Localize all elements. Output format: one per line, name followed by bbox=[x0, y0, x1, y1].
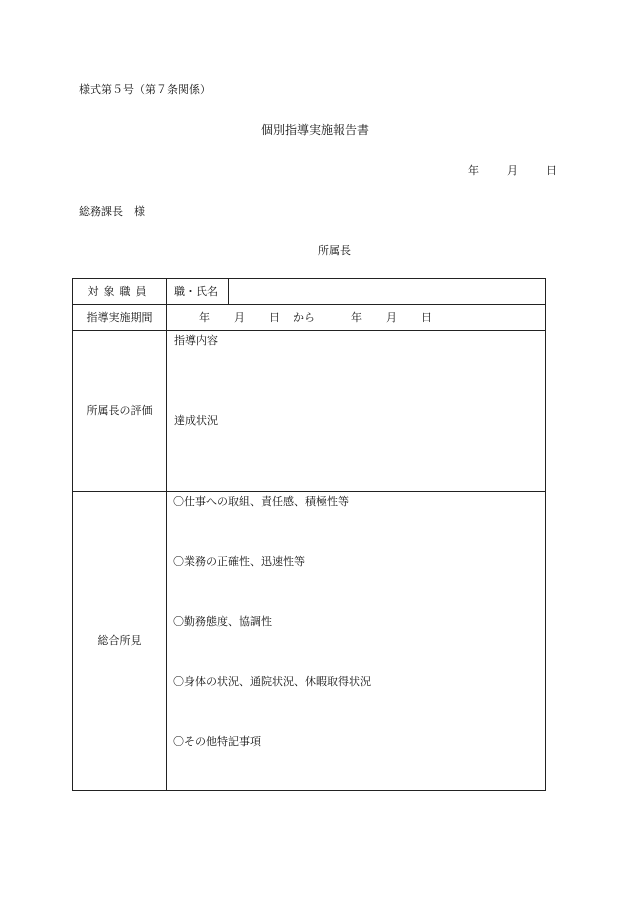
period-end-year: 年 bbox=[351, 310, 362, 324]
document-title: 個別指導実施報告書 bbox=[260, 123, 369, 137]
date-year: 年 bbox=[468, 164, 479, 177]
date-day: 日 bbox=[546, 164, 557, 177]
period-field[interactable] bbox=[167, 305, 546, 331]
period-start-year: 年 bbox=[199, 310, 210, 324]
evaluation-field[interactable] bbox=[167, 331, 546, 492]
position-name-label: 職・氏名 bbox=[167, 279, 229, 305]
date-line bbox=[468, 162, 557, 178]
opinion-item: 〇勤務態度、協調性 bbox=[173, 615, 272, 628]
report-table bbox=[72, 278, 546, 791]
evaluation-row bbox=[73, 331, 546, 492]
position-name-field[interactable] bbox=[229, 279, 546, 305]
achievement-status-label: 達成状況 bbox=[174, 414, 218, 427]
opinion-item: 〇仕事への取組、責任感、積極性等 bbox=[173, 495, 349, 508]
target-row bbox=[73, 279, 546, 305]
period-end-day: 日 bbox=[421, 310, 432, 324]
overall-opinion-field[interactable] bbox=[167, 492, 546, 791]
opinion-item: 〇身体の状況、通院状況、休暇取得状況 bbox=[173, 675, 371, 688]
period-start-day: 日 bbox=[269, 310, 280, 324]
date-month: 月 bbox=[507, 164, 518, 177]
evaluation-label: 所属長の評価 bbox=[73, 331, 167, 492]
period-row bbox=[73, 305, 546, 331]
addressee: 総務課長 様 bbox=[79, 205, 145, 218]
period-label: 指導実施期間 bbox=[73, 305, 167, 331]
period-end-month: 月 bbox=[386, 310, 397, 324]
period-start-month: 月 bbox=[234, 310, 245, 324]
form-number: 様式第５号（第７条関係） bbox=[79, 83, 211, 96]
period-from: から bbox=[293, 310, 315, 324]
affiliation-head: 所属長 bbox=[318, 244, 351, 257]
opinion-item: 〇業務の正確性、迅速性等 bbox=[173, 555, 305, 568]
opinion-item: 〇その他特記事項 bbox=[173, 735, 261, 748]
overall-opinion-label: 総合所見 bbox=[73, 492, 167, 791]
opinion-row bbox=[73, 492, 546, 791]
guidance-content-label: 指導内容 bbox=[174, 334, 218, 347]
target-staff-label: 対象職員 bbox=[73, 279, 167, 305]
